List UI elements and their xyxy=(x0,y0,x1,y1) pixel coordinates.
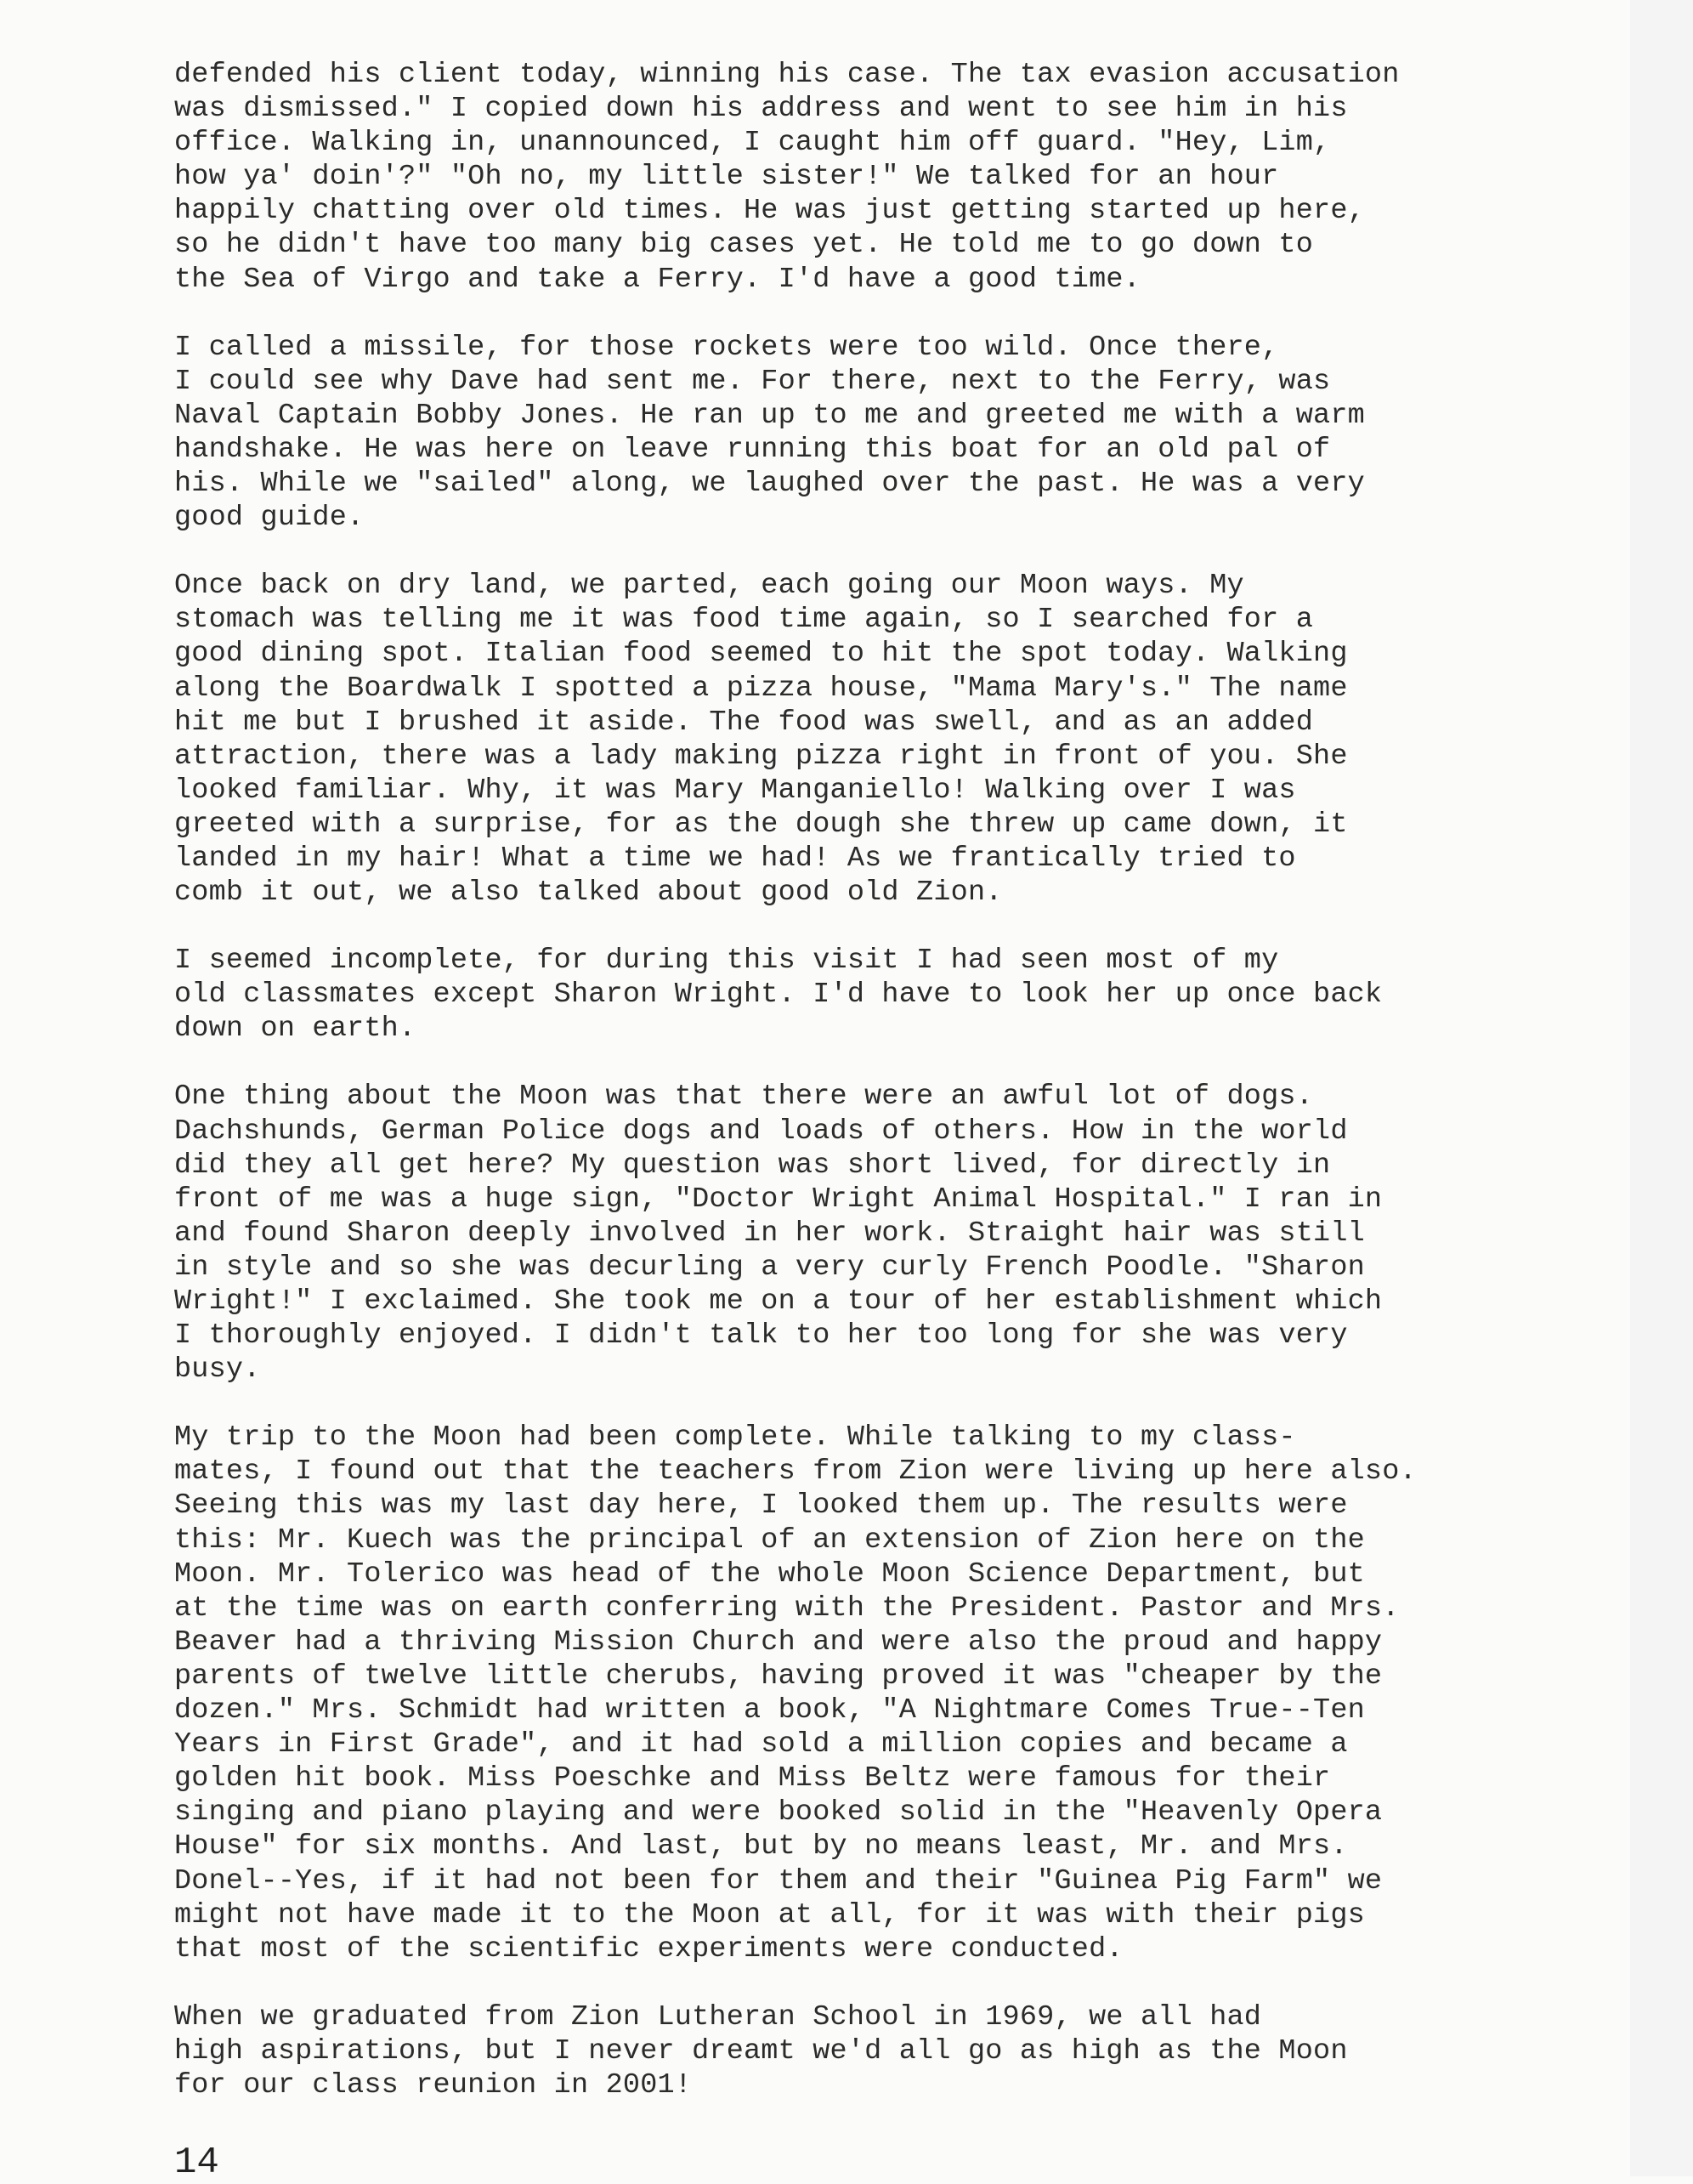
paragraph-1: defended his client today, winning his case. The tax evasion accusation was dismissed." I copied down his address and went to see him in his office. Walking in, unannounced, I caught him off guard. "Hey, Lim, how ya' doin'?" "Oh no, my little sister!" We talked for an hour happily chatting over old times. He was just getting started up here, so he didn't have too many big cases yet. He told me to go down to the Sea of Virgo and take a Ferry. I'd have a good time. xyxy=(174,59,1400,296)
binding-spine xyxy=(1630,0,1693,2176)
paragraph-5: One thing about the Moon was that there were an awful lot of dogs. Dachshunds, German Police dogs and loads of others. How in the world did they all get here? My question was short lived, for directly in front of me was a huge sign, "Doctor Wright Animal Hospital." I ran in and found Sharon deeply involved in her work. Straight hair was still in style and so she was decurling a very curly French Poodle. "Sharon Wright!" I exclaimed. She took me on a tour of her establishment which I thoroughly enjoyed. I didn't talk to her too long for she was very busy. xyxy=(174,1081,1383,1387)
paragraph-2: I called a missile, for those rockets were too wild. Once there, I could see why Dave had sent me. For there, next to the Ferry, was Naval Captain Bobby Jones. He ran up to me and greeted me with a warm handshake. He was here on leave running this boat for an old pal of his. While we "sailed" along, we laughed over the past. He was a very good guide. xyxy=(174,331,1365,535)
paragraph-3: Once back on dry land, we parted, each going our Moon ways. My stomach was telling me it was food time again, so I searched for a good dining spot. Italian food seemed to hit the spot today. Walking along the Boardwalk I spotted a pizza house, "Mama Mary's." The name hit me but I brushed it aside. The food was swell, and as an added attraction, there was a lady making pizza right in front of you. She looked familiar. Why, it was Mary Manganiello! Walking over I was greeted with a surprise, for as the dough she threw up came down, it landed in my hair! What a time we had! As we frantically tried to comb it out, we also talked about good old Zion. xyxy=(174,570,1348,910)
paragraph-6: My trip to the Moon had been complete. While talking to my class- mates, I found out that the teachers from Zion were living up here also. Seeing this was my last day here, I looked them up. The results were this: Mr. Kuech was the principal of an extension of Zion here on the Moon. Mr. Tolerico was head of the whole Moon Science Department, but at the time was on earth conferring with the President. Pastor and Mrs. Beaver had a thriving Mission Church and were also the proud and happy parents of twelve little cherubs, having proved it was "cheaper by the dozen." Mrs. Schmidt had written a book, "A Nightmare Comes True--Ten Years in First Grade", and it had sold a million copies and became a golden hit book. Miss Poeschke and Miss Beltz were famous for their singing and piano playing and were booked solid in the "Heavenly Opera House" for six months. And last, but by no means least, Mr. and Mrs. Donel--Yes, if it had not been for them and their "Guinea Pig Farm" we might not have made it to the Moon at all, for it was with their pigs that most of the scientific experiments were conducted. xyxy=(174,1421,1417,1966)
paragraph-4: I seemed incomplete, for during this visit I had seen most of my old classmates except Sharon Wright. I'd have to look her up once back down on earth. xyxy=(174,945,1383,1046)
page-number: 14 xyxy=(174,2141,219,2184)
body-text xyxy=(174,58,1551,2102)
paragraph-7: When we graduated from Zion Lutheran School in 1969, we all had high aspirations, but I never dreamt we'd all go as high as the Moon for our class reunion in 2001! xyxy=(174,2000,1348,2102)
